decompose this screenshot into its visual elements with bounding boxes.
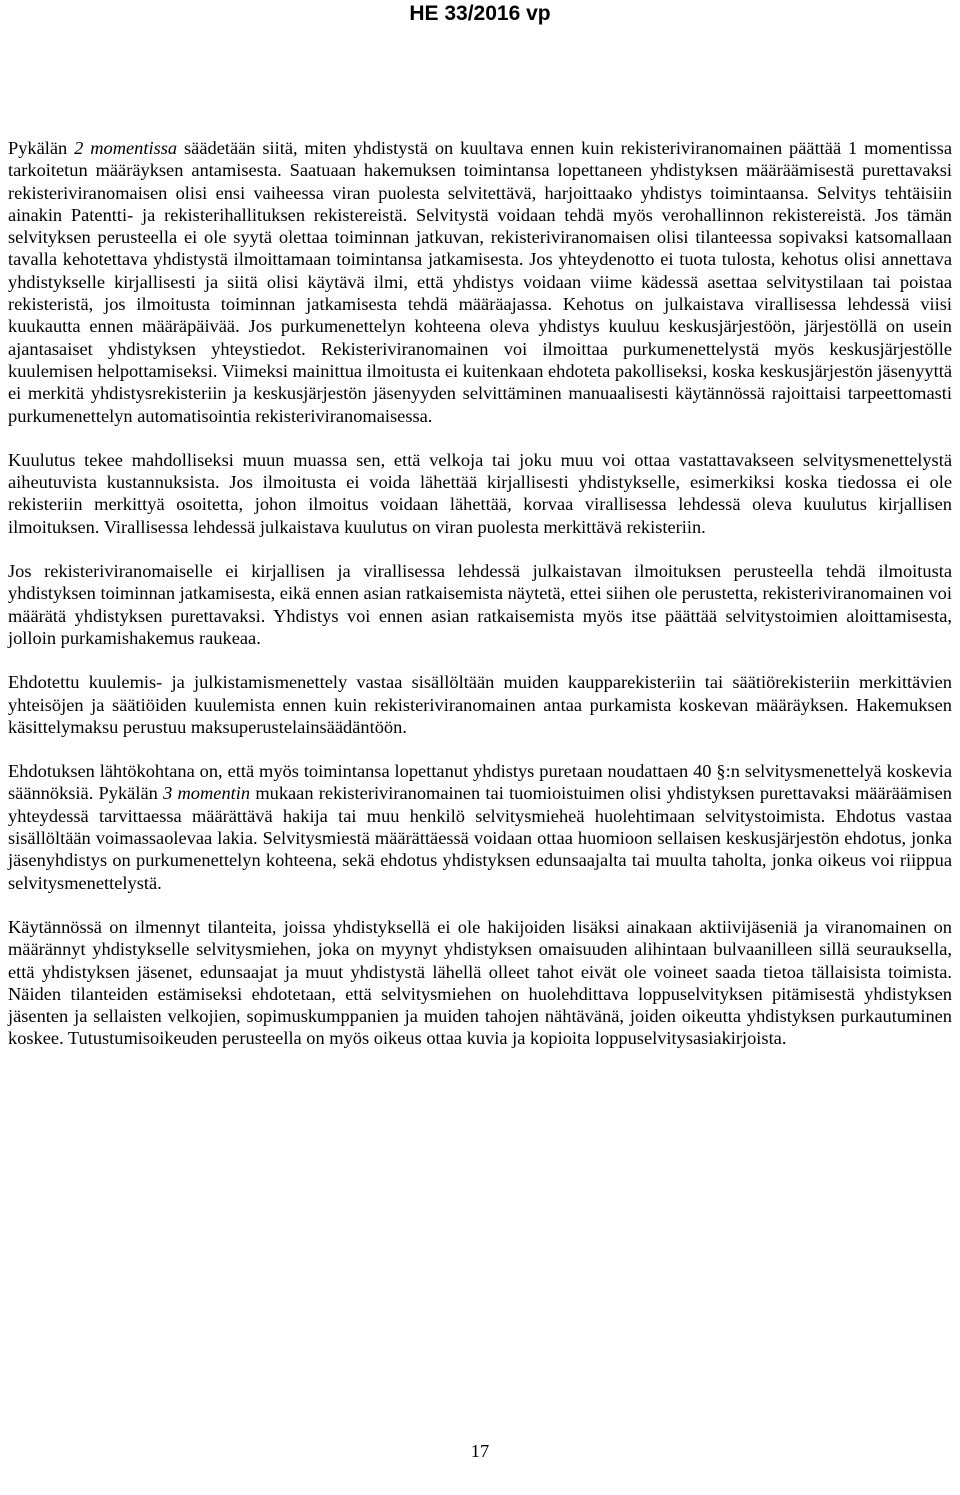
paragraph-text: Pykälän [8, 138, 75, 158]
paragraph-text: Kuulutus tekee mahdolliseksi muun muassa sen, että velkoja tai joku muu voi ottaa vastattavakseen selvitysmenettelystä aiheutuvista kustannuksista. Jos ilmoitusta ei voida lähettää kirjallisesti yhdistykselle, esimerkiksi koska tiedossa ei ole rekisteriin merkittyä osoitetta, johon ilmoitus voidaan lähettää, korvaa virallisessa lehdessä oleva kuulutus kirjallisen ilmoituksen. Virallisessa lehdessä julkaistava kuulutus on viran puolesta merkittävä rekisteriin. [8, 449, 952, 537]
paragraph-text: Ehdotuksen lähtökohtana on, että myös toimintansa lopettanut yhdistys puretaan noudattaen 40 §:n selvitysmenettelyä koskevia säännöksiä. Pykälän [8, 761, 952, 804]
paragraph-text: Käytännössä on ilmennyt tilanteita, joissa yhdistyksellä ei ole hakijoiden lisäksi ainakaan aktiivijäseniä ja viranomainen on määrännyt yhdistykselle selvitysmiehen, joka on myynyt yhdistyksen omaisuuden alihintaan bulvaanilleen sillä seurauksella, että yhdistyksen jäsenet, edunsaajat ja muut yhdistystä lähellä olleet tahot eivät ole voineet saada tietoa tällaisista toimista. Näiden tilanteiden estämiseksi ehdotetaan, että selvitysmiehen on huolehdittava loppuselvityksen pitämisestä yhdistyksen jäsenten ja sellaisten velkojien, sopimuskumppanien ja muiden tahojen nähtävänä, joiden oikeutta yhdistyksen purkautuminen koskee. Tutustumisoikeuden perusteella on myös oikeus ottaa kuvia ja kopioita loppuselvitysasiakirjoista. [8, 916, 952, 1049]
document-body [8, 137, 952, 1072]
paragraph-text-italic: 2 momentissa [74, 138, 178, 158]
paragraph-text: mukaan rekisteriviranomainen tai tuomioistuimen olisi yhdistyksen purettavaksi määräämisen yhteydessä tarvittaessa määrättävä hakija tai muu henkilö selvitysmieheä huolehtimaan selvitystoimista. Ehdotus vastaa sisällöltään voimassaolevaa lakia. Selvitysmiestä määrättäessä voidaan ottaa huomioon sellaisen keskusjärjestön ehdotus, jonka jäsenyhdistys on purkumenettelyn kohteena, sekä ehdotus yhdistyksen edunsaajalta tai muulta taholta, jonka oikeus voi riippua selvitysmenettelystä. [8, 783, 953, 893]
paragraph-text-italic: 3 momentin [163, 783, 251, 804]
document-reference-title: HE 33/2016 vp [409, 2, 551, 25]
paragraph-text: säädetään siitä, miten yhdistystä on kuultava ennen kuin rekisteriviranomainen päättää 1 momentissa tarkoitetun määräyksen antamisesta. Saatuaan hakemuksen toimintansa lopettaneen yhdistyksen määräämisestä purettavaksi rekisteriviranomaisen olisi ensi vaiheessa viran puolesta selvitettävä, harjoittaako yhdistys toimintaansa. Selvitys tehtäisiin ainakin Patentti- ja rekisterihallituksen rekistereistä. Selvitystä voidaan tehdä myös verohallinnon rekistereistä. Jos tämän selvityksen perusteella ei ole syytä olettaa toiminnan jatkuvan, rekisteriviranomaisen olisi tilanteessa sopivaksi katsomallaan tavalla kehotettava yhdistystä ilmoittamaan toimintansa jatkamisesta. Jos yhteydenotto ei tuota tulosta, kehotus olisi annettava yhdistykselle kirjallisesti ja siitä olisi käytävä ilmi, että yhdistys voidaan viime kädessä asettaa selvitystilaan tai poistaa rekisteristä, jos ilmoitusta toiminnan jatkamisesta tehdä määräajassa. Kehotus on julkaistava virallisessa lehdessä viisi kuukautta ennen määräpäivää. Jos purkumenettelyn kohteena oleva yhdistys kuuluu keskusjärjestöön, järjestöllä on usein ajantasaiset yhdistyksen yhteystiedot. Rekisteriviranomainen voi ilmoittaa purkumenettelystä myös keskusjärjestölle kuulemisen helpottamiseksi. Viimeksi mainittua ilmoitusta ei kuitenkaan ehdoteta pakolliseksi, koska keskusjärjestön jäsenyyttä ei merkitä yhdistysrekisteriin ja keskusjärjestön jäsenyyden selvittäminen manuaalisesti käytännössä rajoittaisi tarpeettomasti purkumenettelyn automatisointia rekisteriviranomaisessa. [8, 138, 952, 426]
page-number: 17 [470, 1441, 490, 1461]
paragraph [8, 916, 952, 1050]
paragraph [8, 449, 952, 538]
document-header [0, 2, 960, 26]
paragraph-text: Ehdotettu kuulemis- ja julkistamismenettely vastaa sisällöltään muiden kaupparekisteriin tai säätiörekisteriin merkittävien yhteisöjen ja säätiöiden kuulemista ennen kuin rekisteriviranomainen antaa purkamista koskevan määräyksen. Hakemuksen käsittelymaksu perustuu maksuperustelainsäädäntöön. [8, 672, 952, 737]
paragraph-text: Jos rekisteriviranomaiselle ei kirjallisen ja virallisessa lehdessä julkaistavan ilmoituksen perusteella tehdä ilmoitusta yhdistyksen toiminnan jatkamisesta, eikä ennen asian ratkaisemista näytetä, ettei siihen ole perustetta, rekisteriviranomainen voi määrätä yhdistyksen purettavaksi. Yhdistys voi ennen asian ratkaisemista myös itse päättää selvitystoimien aloittamisesta, jolloin purkamishakemus raukeaa. [8, 561, 952, 648]
paragraph [8, 671, 952, 738]
paragraph [8, 560, 952, 649]
paragraph [8, 760, 952, 894]
paragraph [8, 137, 952, 427]
